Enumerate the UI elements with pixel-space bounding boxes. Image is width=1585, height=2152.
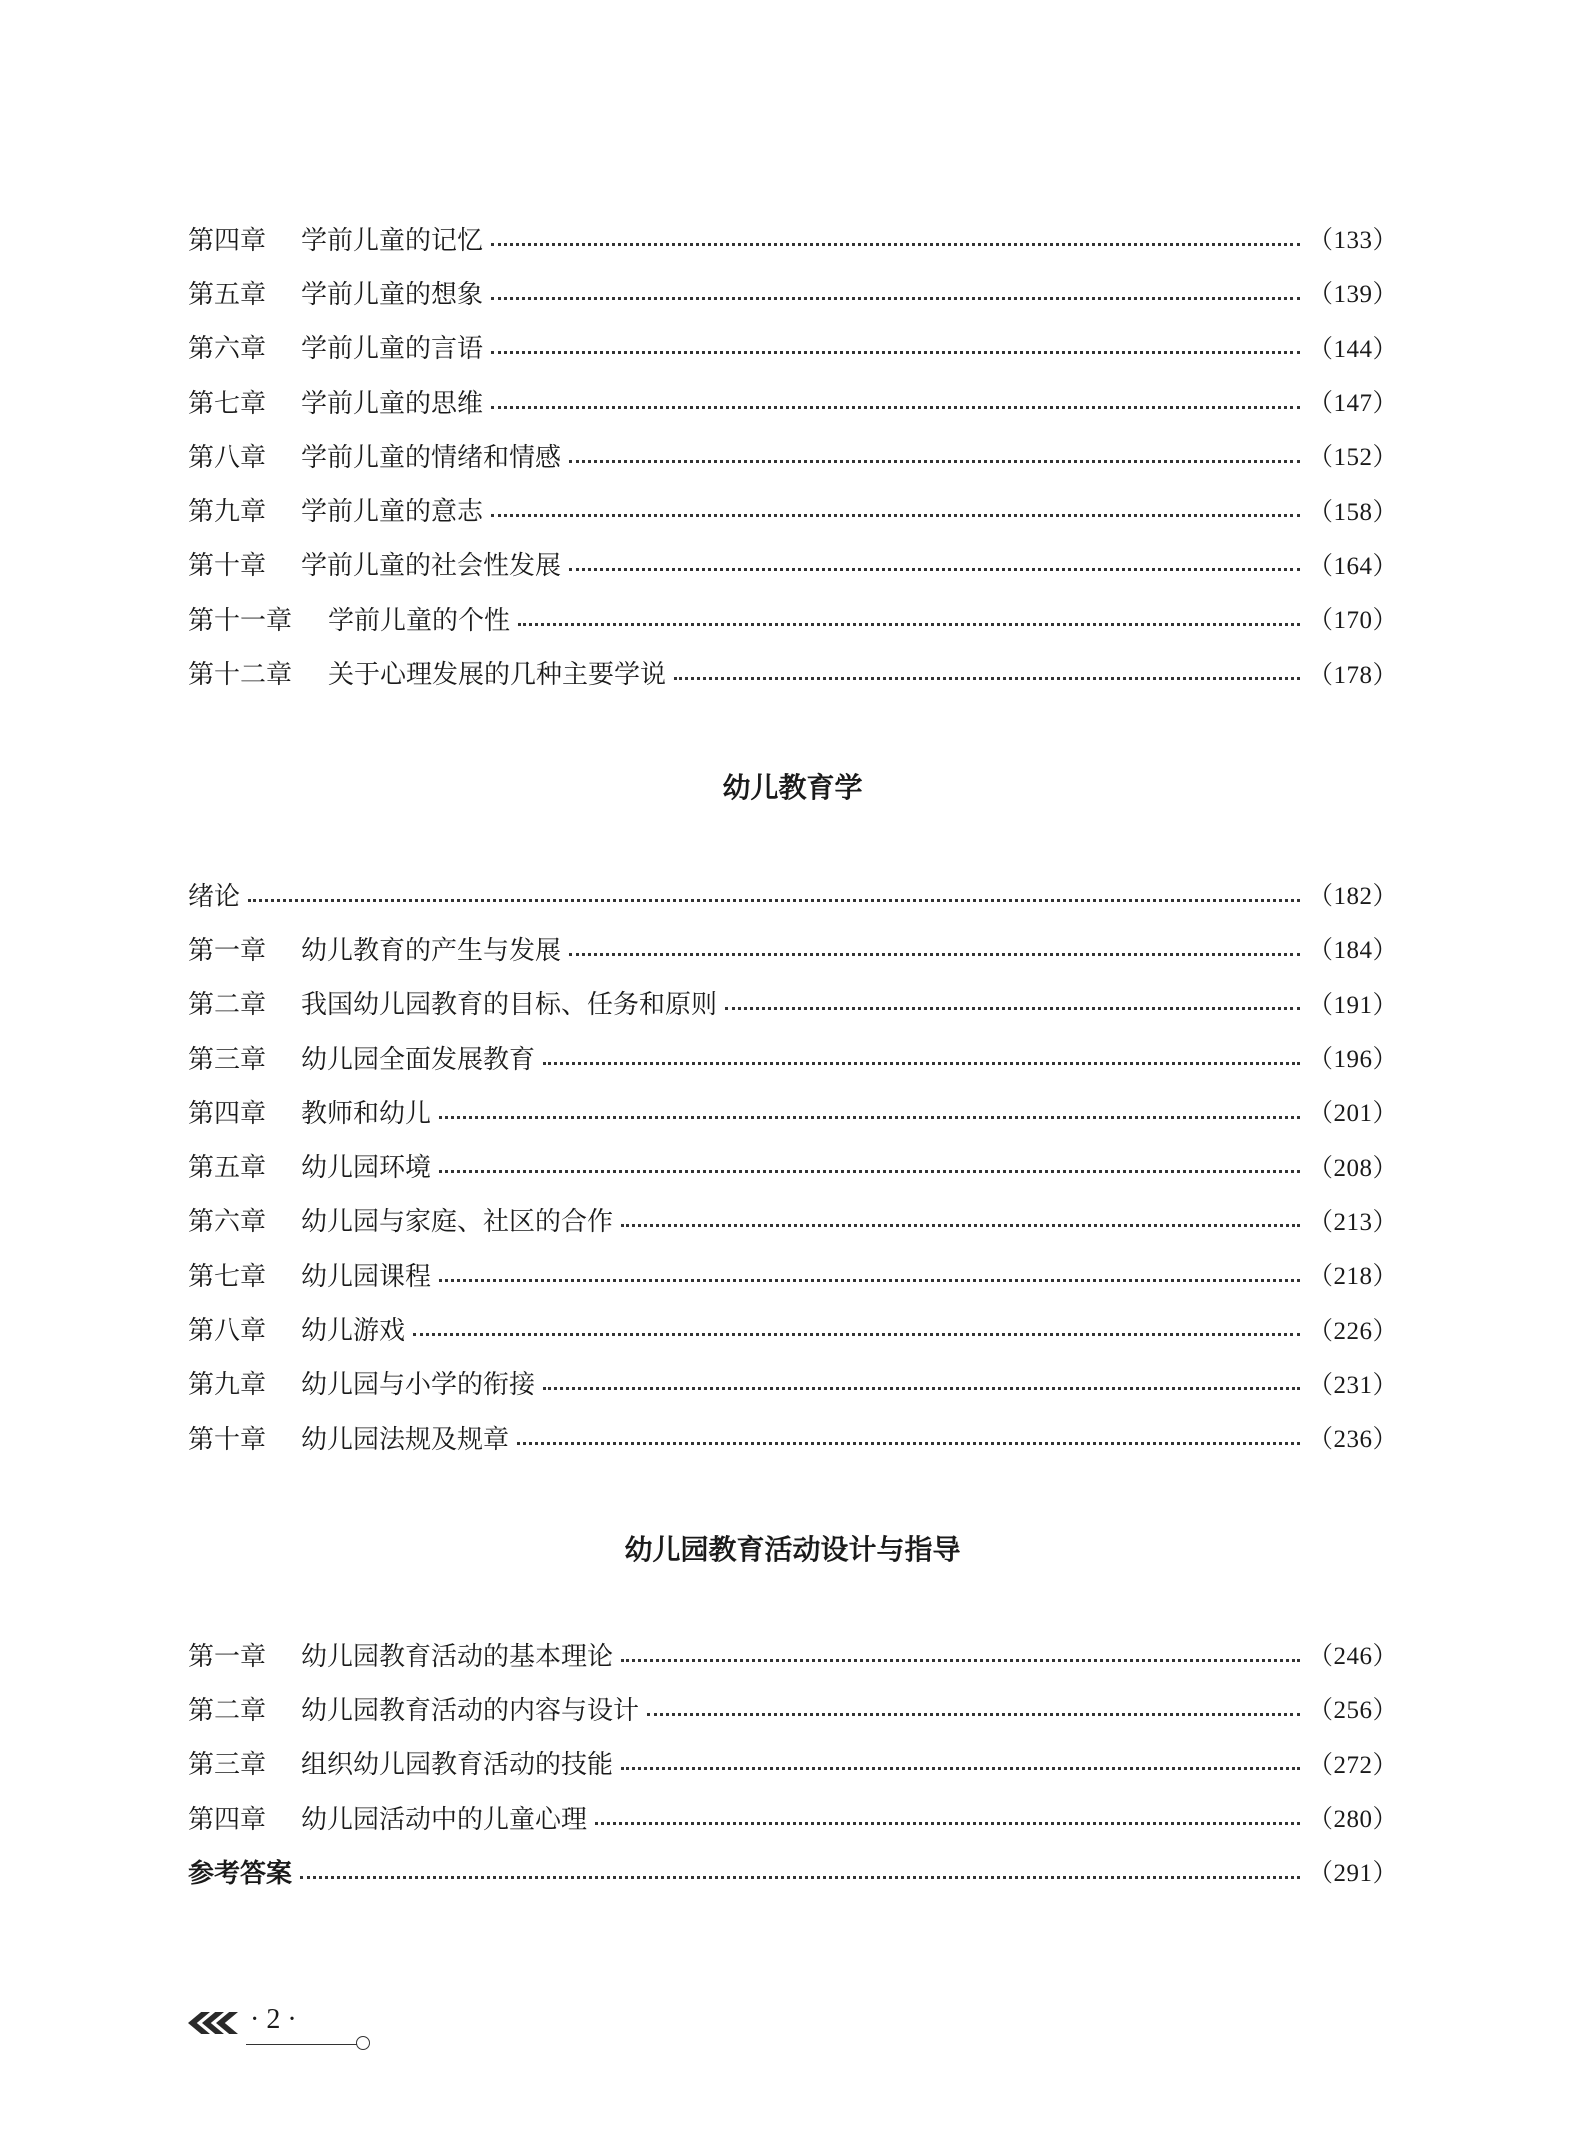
chapter-number: 第十章	[188, 1424, 267, 1455]
dot-leader	[439, 1170, 1300, 1173]
page-number: （144）	[1307, 335, 1398, 363]
chapter-title: 学前儿童的情绪和情感	[301, 442, 562, 473]
section-title-activity-design: 幼儿园教育活动设计与指导	[624, 1533, 961, 1566]
toc-row[interactable]	[188, 921, 1398, 975]
chapter-title: 学前儿童的思维	[301, 388, 484, 419]
chapter-number: 第三章	[188, 1750, 267, 1781]
chapter-number: 第二章	[188, 1695, 267, 1726]
page-number: （139）	[1307, 281, 1398, 309]
chapter-title: 学前儿童的意志	[301, 497, 484, 528]
dot-leader	[300, 1876, 1300, 1879]
chapter-title: 幼儿园活动中的儿童心理	[301, 1804, 588, 1835]
chapter-number: 第五章	[188, 279, 267, 310]
page-number: （246）	[1307, 1643, 1398, 1671]
dot-leader	[569, 953, 1300, 956]
page-number: （201）	[1307, 1100, 1398, 1128]
page-number: （191）	[1307, 991, 1398, 1019]
dot-leader	[491, 243, 1300, 246]
chapter-number: 第二章	[188, 990, 267, 1021]
chapter-title: 幼儿园教育活动的内容与设计	[301, 1695, 640, 1726]
toc-row[interactable]	[188, 1627, 1398, 1681]
chapter-title: 学前儿童的社会性发展	[301, 551, 562, 582]
chapter-title: 我国幼儿园教育的目标、任务和原则	[301, 990, 718, 1021]
dot-leader	[491, 351, 1300, 354]
page-number: （231）	[1307, 1371, 1398, 1399]
page-number: （184）	[1307, 937, 1398, 965]
dot-leader	[595, 1822, 1300, 1825]
page-number: （158）	[1307, 498, 1398, 526]
page-footer	[188, 2004, 368, 2044]
toc-row[interactable]	[188, 1030, 1398, 1084]
chapter-title: 教师和幼儿	[301, 1098, 432, 1129]
chapter-title: 幼儿园教育活动的基本理论	[301, 1641, 614, 1672]
toc-row[interactable]	[188, 1736, 1398, 1790]
toc-row[interactable]	[188, 1084, 1398, 1138]
page-number: （164）	[1307, 552, 1398, 580]
toc-row[interactable]	[188, 1247, 1398, 1301]
dot-leader	[518, 623, 1300, 626]
toc-row[interactable]	[188, 428, 1398, 482]
chapter-title: 幼儿游戏	[301, 1316, 406, 1347]
chapter-title: 幼儿园课程	[301, 1261, 432, 1292]
dot-leader	[674, 677, 1300, 680]
chapter-number: 第一章	[188, 1641, 267, 1672]
toc-row[interactable]	[188, 537, 1398, 591]
toc-row[interactable]	[188, 1193, 1398, 1247]
toc-section-activity-design	[188, 1627, 1398, 1898]
chapter-number: 第一章	[188, 935, 267, 966]
page-number: （133）	[1307, 227, 1398, 255]
chapter-title: 学前儿童的个性	[328, 605, 511, 636]
page-number: （170）	[1307, 607, 1398, 635]
dot-leader	[621, 1767, 1300, 1770]
chapter-number: 第六章	[188, 1207, 267, 1238]
page-number: （196）	[1307, 1046, 1398, 1074]
chapter-number: 第八章	[188, 442, 267, 473]
toc-row[interactable]	[188, 645, 1398, 699]
chapter-number: 第九章	[188, 497, 267, 528]
toc-row[interactable]	[188, 374, 1398, 428]
toc-row[interactable]	[188, 1138, 1398, 1192]
chapter-title: 学前儿童的想象	[301, 279, 484, 310]
toc-row-answers[interactable]	[188, 1844, 1398, 1898]
footer-rule	[246, 2044, 358, 2045]
toc-row[interactable]	[188, 867, 1398, 921]
chapter-number: 第九章	[188, 1370, 267, 1401]
chapter-number: 第十一章	[188, 605, 293, 636]
page-number: （218）	[1307, 1263, 1398, 1291]
page-number: （182）	[1307, 883, 1398, 911]
toc-row[interactable]	[188, 1790, 1398, 1844]
toc-row[interactable]	[188, 482, 1398, 536]
toc-row[interactable]	[188, 976, 1398, 1030]
dot-leader	[621, 1224, 1300, 1227]
page-number: （213）	[1307, 1208, 1398, 1236]
dot-leader	[413, 1333, 1300, 1336]
chapter-title: 组织幼儿园教育活动的技能	[301, 1750, 614, 1781]
chapter-title: 幼儿教育的产生与发展	[301, 935, 562, 966]
toc-row[interactable]	[188, 1410, 1398, 1464]
toc-row[interactable]	[188, 320, 1398, 374]
page-number: （236）	[1307, 1426, 1398, 1454]
dot-leader	[248, 899, 1300, 902]
toc-row[interactable]	[188, 1356, 1398, 1410]
dot-leader	[621, 1659, 1300, 1662]
footer-circle-icon	[356, 2036, 370, 2050]
page-number: （208）	[1307, 1154, 1398, 1182]
page-number: （272）	[1307, 1751, 1398, 1779]
toc-row[interactable]	[188, 1301, 1398, 1355]
chapter-number: 第十章	[188, 551, 267, 582]
dot-leader	[725, 1007, 1300, 1010]
page-number: （291）	[1307, 1860, 1398, 1888]
chapter-title: 学前儿童的言语	[301, 334, 484, 365]
section-title-early-education: 幼儿教育学	[722, 771, 863, 804]
chapter-number: 第五章	[188, 1153, 267, 1184]
chapter-title: 幼儿园与家庭、社区的合作	[301, 1207, 614, 1238]
page-number: （226）	[1307, 1317, 1398, 1345]
dot-leader	[569, 568, 1300, 571]
page-number: （147）	[1307, 390, 1398, 418]
chapter-number: 第七章	[188, 388, 267, 419]
chapter-number: 第四章	[188, 225, 267, 256]
page-number: （152）	[1307, 444, 1398, 472]
chapter-number: 第三章	[188, 1044, 267, 1075]
page-number: （256）	[1307, 1697, 1398, 1725]
dot-leader	[569, 460, 1300, 463]
chapter-number: 第十二章	[188, 660, 293, 691]
chapter-title: 幼儿园全面发展教育	[301, 1044, 536, 1075]
chapter-title: 关于心理发展的几种主要学说	[328, 660, 667, 691]
dot-leader	[439, 1279, 1300, 1282]
toc-row[interactable]	[188, 211, 1398, 265]
toc-row[interactable]	[188, 1681, 1398, 1735]
toc-section-psychology	[188, 211, 1398, 700]
chapter-title: 幼儿园与小学的衔接	[301, 1370, 536, 1401]
dot-leader	[491, 514, 1300, 517]
dot-leader	[543, 1062, 1300, 1065]
chapter-title: 幼儿园环境	[301, 1153, 432, 1184]
chapter-number: 第四章	[188, 1098, 267, 1129]
toc-section-early-education	[188, 867, 1398, 1464]
chevron-left-icon	[216, 2012, 238, 2034]
dot-leader	[491, 406, 1300, 409]
dot-leader	[439, 1116, 1300, 1119]
footer-page-number: · 2 ·	[250, 2004, 297, 2035]
answers-title: 参考答案	[188, 1858, 293, 1889]
chapter-title: 绪论	[188, 881, 241, 912]
chapter-number: 第七章	[188, 1261, 267, 1292]
chapter-title: 幼儿园法规及规章	[301, 1424, 510, 1455]
chapter-title: 学前儿童的记忆	[301, 225, 484, 256]
dot-leader	[647, 1713, 1300, 1716]
chapter-number: 第八章	[188, 1316, 267, 1347]
page-number: （178）	[1307, 661, 1398, 689]
dot-leader	[491, 297, 1300, 300]
chapter-number: 第六章	[188, 334, 267, 365]
chapter-number: 第四章	[188, 1804, 267, 1835]
page-number: （280）	[1307, 1806, 1398, 1834]
dot-leader	[517, 1442, 1300, 1445]
toc-row[interactable]	[188, 591, 1398, 645]
dot-leader	[543, 1387, 1300, 1390]
toc-row[interactable]	[188, 265, 1398, 319]
